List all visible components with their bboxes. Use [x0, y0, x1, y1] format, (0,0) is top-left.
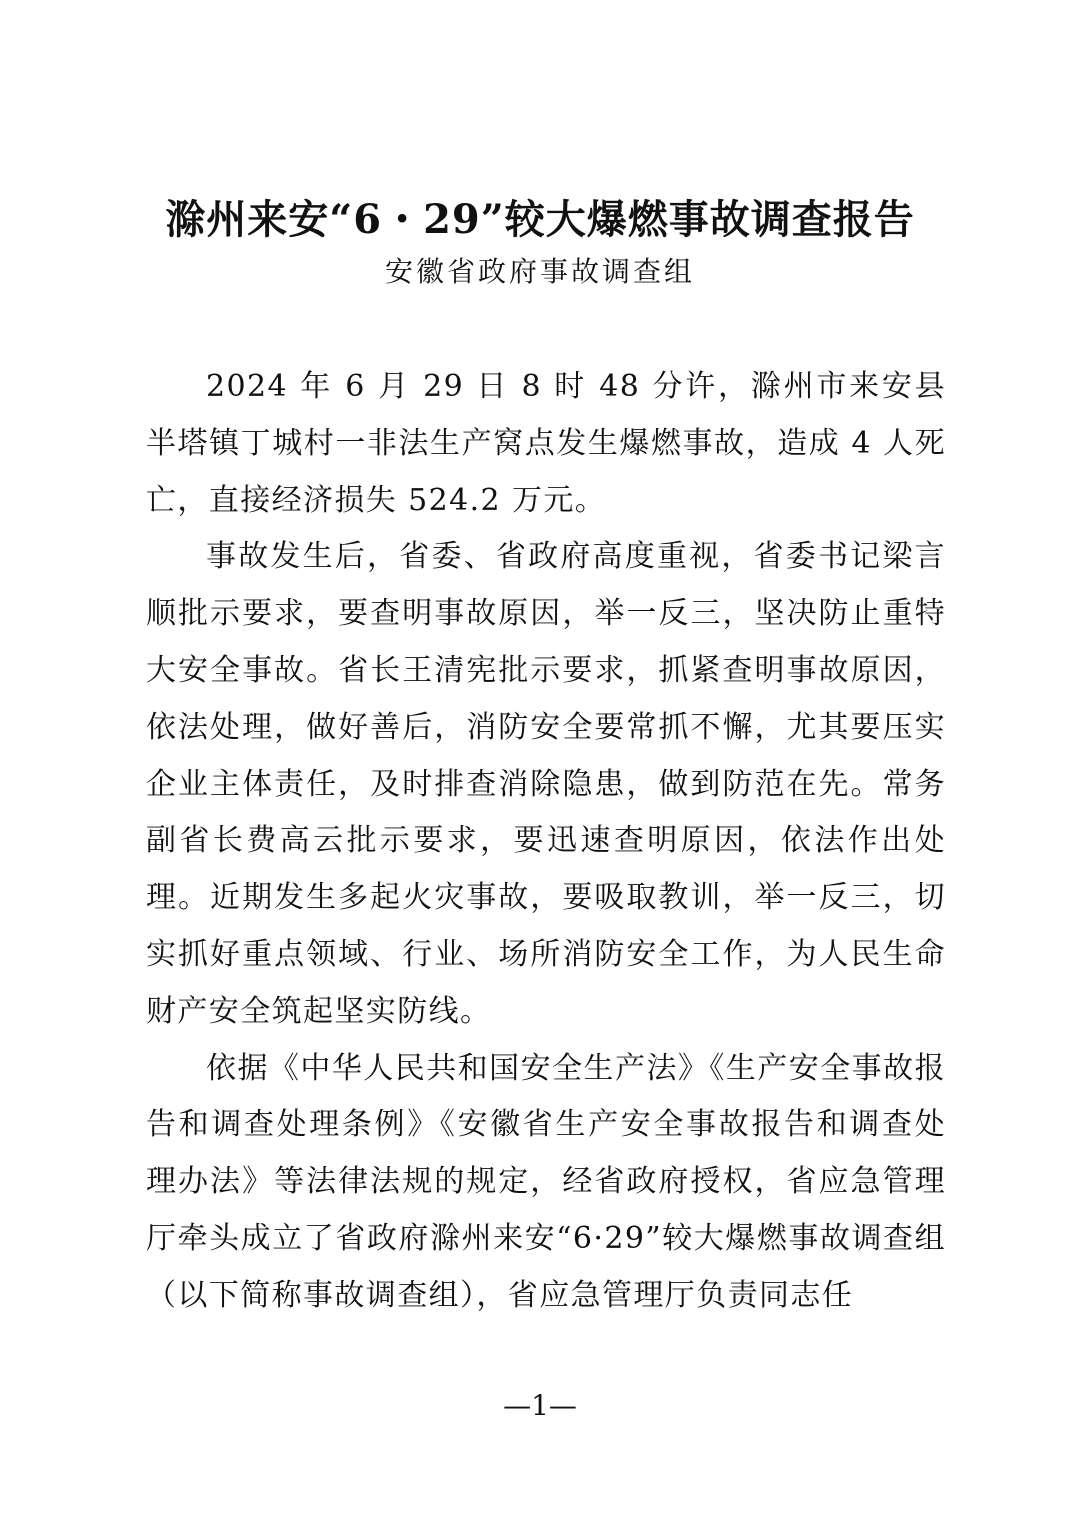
paragraph-leadership-instructions: 事故发生后，省委、省政府高度重视，省委书记梁言顺批示要求，要查明事故原因，举一反三，坚决防止重特大安全事故。省长王清宪批示要求，抓紧查明事故原因，依法处理，做好善后，消防安全要常抓不懈，尤其要压实企业主体责任，及时排查消除隐患，做到防范在先。常务副省长费高云批示要求，要迅速查明原因，依法作出处理。近期发生多起火灾事故，要吸取教训，举一反三，切实抓好重点领域、行业、场所消防安全工作，为人民生命财产安全筑起坚实防线。 — [146, 539, 946, 1029]
paragraph-legal-basis: 依据《中华人民共和国安全生产法》《生产安全事故报告和调查处理条例》《安徽省生产安全事故报告和调查处理办法》等法律法规的规定，经省政府授权，省应急管理厅牵头成立了省政府滁州来安“6·29”较大爆燃事故调查组（以下简称事故调查组），省应急管理厅负责同志任 — [146, 1050, 946, 1313]
document-author: 安徽省政府事故调查组 — [384, 255, 695, 288]
document-body — [146, 359, 946, 1325]
page-number: —1— — [503, 1389, 577, 1422]
paragraph-incident-summary: 2024 年 6 月 29 日 8 时 48 分许，滁州市来安县半塔镇丁城村一非法生产窝点发生爆燃事故，造成 4 人死亡，直接经济损失 524.2 万元。 — [146, 369, 946, 518]
document-title: 滁州来安“6・29”较大爆燃事故调查报告 — [165, 196, 915, 243]
